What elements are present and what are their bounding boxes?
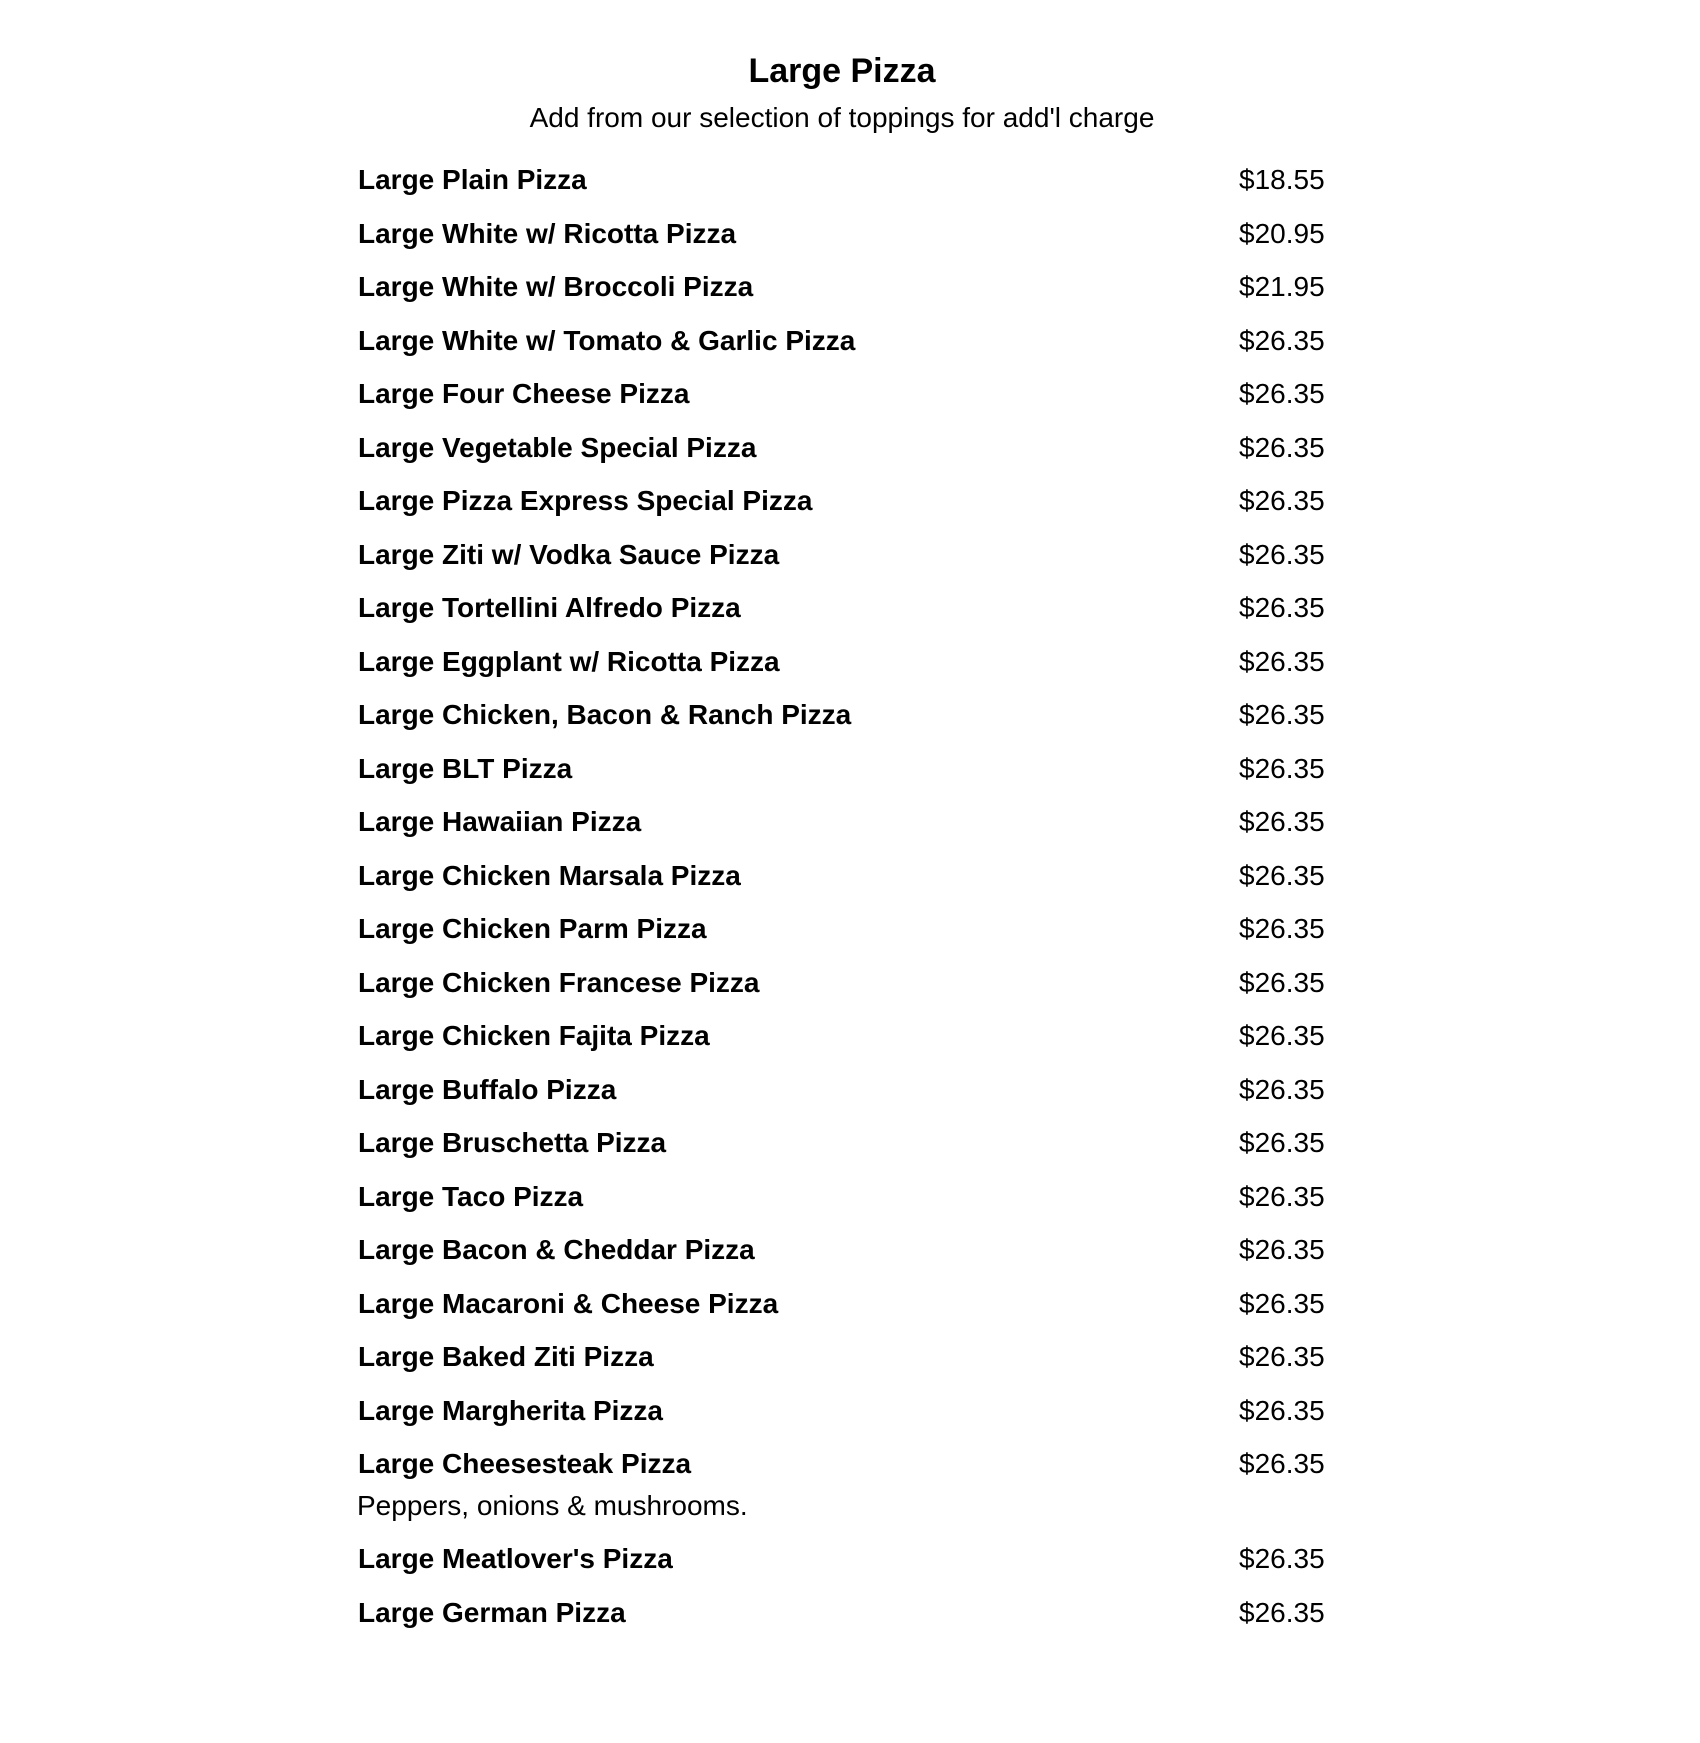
menu-item[interactable] bbox=[357, 1394, 1327, 1448]
menu-item[interactable] bbox=[357, 324, 1327, 378]
menu-item[interactable] bbox=[357, 431, 1327, 485]
menu-item[interactable] bbox=[357, 698, 1327, 752]
menu-item-description: Peppers, onions & mushrooms. bbox=[357, 1490, 748, 1521]
menu-item-price: $26.35 bbox=[1239, 592, 1325, 623]
menu-item[interactable] bbox=[357, 1542, 1327, 1596]
menu-item-name: Large Four Cheese Pizza bbox=[358, 378, 690, 409]
menu-item-name: Large Pizza Express Special Pizza bbox=[358, 485, 813, 516]
menu-item-name: Large Ziti w/ Vodka Sauce Pizza bbox=[358, 538, 780, 570]
menu-item[interactable] bbox=[357, 645, 1327, 699]
menu-item-price: $26.35 bbox=[1239, 1180, 1325, 1212]
menu-item-price: $26.35 bbox=[1239, 859, 1325, 891]
menu-item-price: $26.35 bbox=[1239, 1341, 1325, 1372]
menu-item-name: Large BLT Pizza bbox=[358, 752, 573, 784]
menu-item-price: $26.35 bbox=[1239, 538, 1325, 570]
menu-item-name: Large Macaroni & Cheese Pizza bbox=[358, 1287, 779, 1319]
menu-item[interactable] bbox=[357, 538, 1327, 592]
menu-item-name: Large Buffalo Pizza bbox=[358, 1073, 617, 1105]
menu-item-name: Large Chicken Parm Pizza bbox=[358, 913, 707, 944]
menu-item-name: Large Plain Pizza bbox=[358, 164, 587, 195]
menu-item-name: Large Hawaiian Pizza bbox=[358, 806, 642, 837]
menu-section bbox=[357, 0, 1327, 1649]
menu-item[interactable] bbox=[357, 1287, 1327, 1341]
menu-item[interactable] bbox=[357, 1233, 1327, 1287]
menu-item-name: Large White w/ Broccoli Pizza bbox=[358, 271, 754, 302]
menu-item-price: $26.35 bbox=[1239, 1448, 1325, 1479]
menu-item[interactable] bbox=[357, 591, 1327, 645]
menu-item-price: $26.35 bbox=[1239, 1073, 1325, 1105]
menu-item-price: $18.55 bbox=[1239, 164, 1325, 195]
menu-item-price: $26.35 bbox=[1239, 699, 1325, 730]
menu-item-price: $26.35 bbox=[1239, 1127, 1325, 1158]
menu-item[interactable] bbox=[357, 163, 1327, 217]
menu-item-name: Large White w/ Tomato & Garlic Pizza bbox=[358, 324, 856, 356]
menu-item[interactable] bbox=[357, 270, 1327, 324]
menu-item[interactable] bbox=[357, 1340, 1327, 1394]
menu-item[interactable] bbox=[357, 752, 1327, 806]
menu-item-name: Large Baked Ziti Pizza bbox=[358, 1341, 654, 1372]
menu-item-price: $26.35 bbox=[1239, 1234, 1325, 1265]
menu-item[interactable] bbox=[357, 805, 1327, 859]
menu-item-name: Large Taco Pizza bbox=[358, 1180, 584, 1212]
menu-item-price: $26.35 bbox=[1239, 1543, 1325, 1574]
menu-item[interactable] bbox=[357, 1180, 1327, 1234]
menu-item-name: Large Bruschetta Pizza bbox=[358, 1127, 667, 1158]
menu-item[interactable] bbox=[357, 966, 1327, 1020]
menu-item[interactable] bbox=[357, 217, 1327, 271]
menu-item-price: $26.35 bbox=[1239, 966, 1325, 998]
menu-item-name: Large Chicken Fajita Pizza bbox=[358, 1020, 710, 1051]
menu-item-price: $26.35 bbox=[1239, 431, 1325, 463]
menu-item-name: Large Vegetable Special Pizza bbox=[358, 431, 757, 463]
menu-item-price: $26.35 bbox=[1239, 1287, 1325, 1319]
menu-item-price: $26.35 bbox=[1239, 1394, 1325, 1426]
menu-item-price: $26.35 bbox=[1239, 324, 1325, 356]
menu-item-price: $26.35 bbox=[1239, 913, 1325, 944]
menu-item[interactable] bbox=[357, 1447, 1327, 1542]
menu-item[interactable] bbox=[357, 377, 1327, 431]
menu-item-price: $26.35 bbox=[1239, 752, 1325, 784]
menu-item-name: Large Eggplant w/ Ricotta Pizza bbox=[358, 645, 780, 677]
menu-item-price: $26.35 bbox=[1239, 1020, 1325, 1051]
menu-item-name: Large Cheesesteak Pizza bbox=[358, 1448, 692, 1479]
menu-item-list bbox=[357, 163, 1327, 1649]
menu-item-price: $26.35 bbox=[1239, 378, 1325, 409]
menu-item-price: $26.35 bbox=[1239, 485, 1325, 516]
menu-item-name: Large Chicken, Bacon & Ranch Pizza bbox=[358, 699, 852, 730]
menu-item[interactable] bbox=[357, 1073, 1327, 1127]
menu-item-price: $26.35 bbox=[1239, 806, 1325, 837]
menu-item[interactable] bbox=[357, 859, 1327, 913]
menu-item[interactable] bbox=[357, 1126, 1327, 1180]
menu-item-name: Large Chicken Francese Pizza bbox=[358, 966, 760, 998]
menu-item-name: Large Meatlover's Pizza bbox=[358, 1543, 673, 1574]
menu-item-name: Large German Pizza bbox=[358, 1596, 626, 1628]
menu-item-name: Large White w/ Ricotta Pizza bbox=[358, 217, 737, 249]
menu-item-price: $20.95 bbox=[1239, 217, 1325, 249]
menu-item-name: Large Chicken Marsala Pizza bbox=[358, 859, 741, 891]
menu-item-price: $26.35 bbox=[1239, 645, 1325, 677]
section-subtitle: Add from our selection of toppings for add'l charge bbox=[529, 102, 1155, 133]
menu-item-name: Large Bacon & Cheddar Pizza bbox=[358, 1234, 755, 1265]
section-title: Large Pizza bbox=[748, 52, 936, 90]
menu-item-name: Large Margherita Pizza bbox=[358, 1394, 663, 1426]
menu-item-name: Large Tortellini Alfredo Pizza bbox=[358, 592, 741, 623]
menu-item[interactable] bbox=[357, 484, 1327, 538]
menu-item[interactable] bbox=[357, 1596, 1327, 1650]
menu-item[interactable] bbox=[357, 912, 1327, 966]
menu-item[interactable] bbox=[357, 1019, 1327, 1073]
menu-item-price: $26.35 bbox=[1239, 1596, 1325, 1628]
menu-item-price: $21.95 bbox=[1239, 271, 1325, 302]
